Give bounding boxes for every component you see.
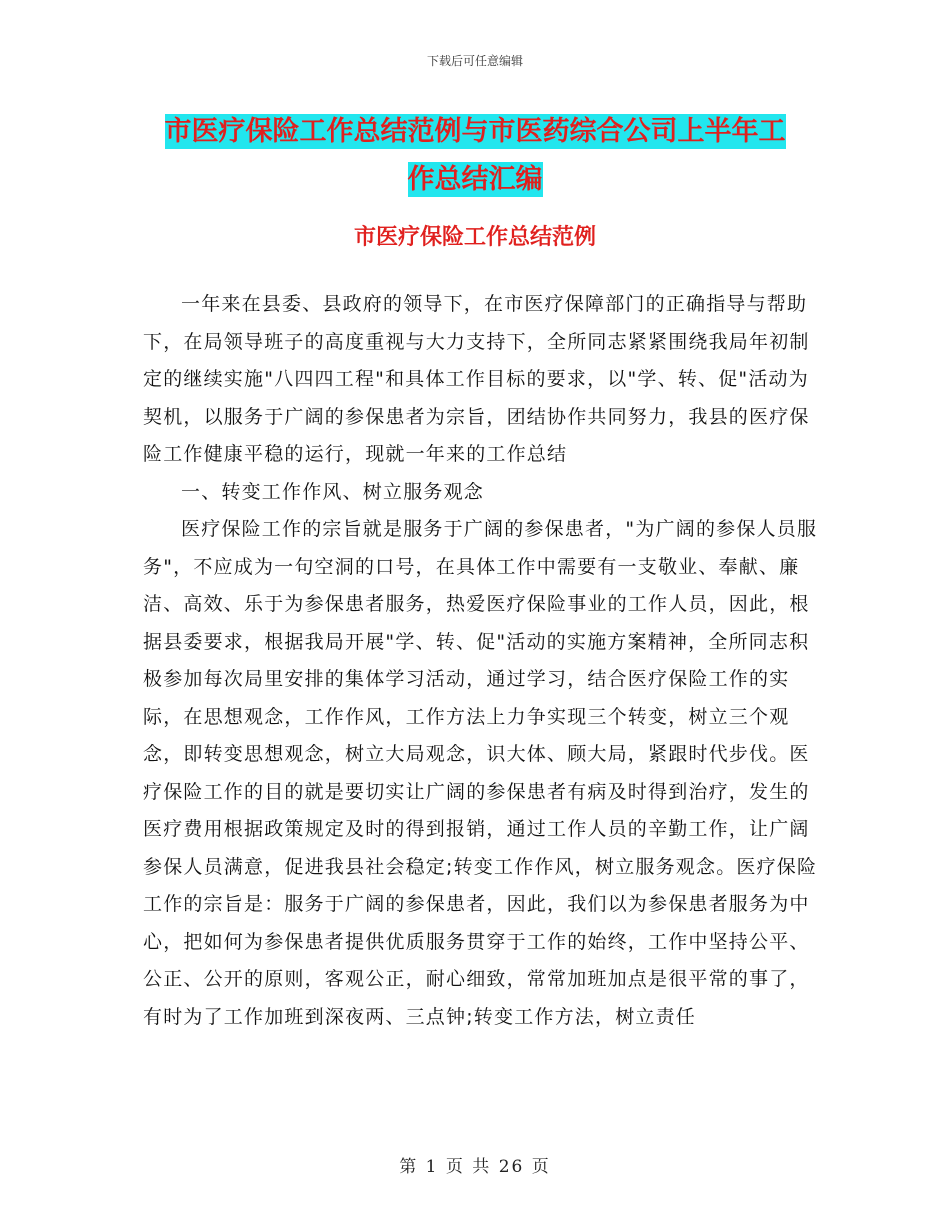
section-title: 市医疗保险工作总结范例 [353, 225, 596, 250]
document-body [143, 286, 823, 1036]
page-header: 下载后可任意编辑 [426, 54, 523, 68]
paragraph-intro: 一年来在县委、县政府的领导下，在市医疗保障部门的正确指导与帮助下，在局领导班子的高度重视与大力支持下，全所同志紧紧围绕我局年初制定的继续实施"八四四工程"和具体工作目标的要求，以"学、转、促"活动为契机，以服务于广阔的参保患者为宗旨，团结协作共同努力，我县的医疗保险工作健康平稳的运行，现就一年来的工作总结 [143, 293, 810, 465]
document-title-line-1: 市医疗保险工作总结范例与市医药综合公司上半年工 [164, 116, 786, 147]
paragraph-heading-1: 一、转变工作作风、树立服务观念 [181, 480, 485, 503]
document-title [80, 108, 870, 204]
paragraph-body-1: 医疗保险工作的宗旨就是服务于广阔的参保患者，"为广阔的参保人员服务"，不应成为一句空洞的口号，在具体工作中需要有一支敬业、奉献、廉洁、高效、乐于为参保患者服务，热爱医疗保险事业的工作人员，因此，根据县委要求，根据我局开展"学、转、促"活动的实施方案精神，全所同志积极参加每次局里安排的集体学习活动，通过学习，结合医疗保险工作的实际，在思想观念，工作作风，工作方法上力争实现三个转变，树立三个观念，即转变思想观念，树立大局观念，识大体、顾大局，紧跟时代步伐。医疗保险工作的目的就是要切实让广阔的参保患者有病及时得到治疗，发生的医疗费用根据政策规定及时的得到报销，通过工作人员的辛勤工作，让广阔参保人员满意，促进我县社会稳定;转变工作作风，树立服务观念。医疗保险工作的宗旨是：服务于广阔的参保患者，因此，我们以为参保患者服务为中心，把如何为参保患者提供优质服务贯穿于工作的始终，工作中坚持公平、公正、公开的原则，客观公正，耐心细致，常常加班加点是很平常的事了，有时为了工作加班到深夜两、三点钟;转变工作方法，树立责任 [143, 518, 818, 1028]
page-footer: 第 1 页 共 26 页 [399, 1157, 551, 1177]
document-title-line-2: 作总结汇编 [407, 164, 543, 195]
